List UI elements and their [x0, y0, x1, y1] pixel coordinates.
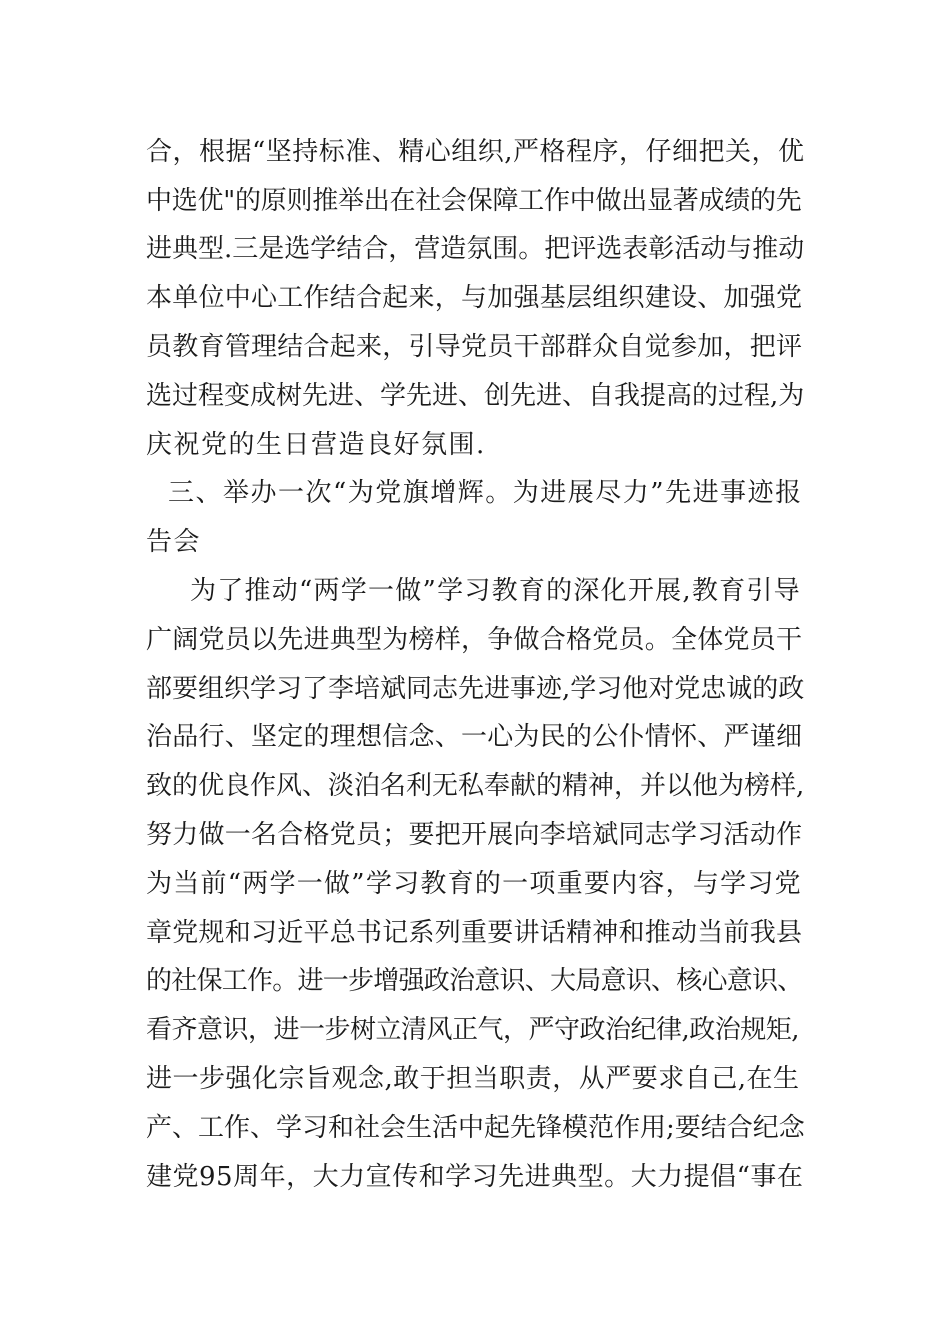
text-line: 产、工作、学习和社会生活中起先锋模范作用;要结合纪念: [146, 1113, 805, 1143]
text-line: 进一步强化宗旨观念,敢于担当职责，从严要求自己,在生: [146, 1064, 800, 1094]
text-line: 治品行、坚定的理想信念、一心为民的公仆情怀、严谨细: [146, 722, 803, 752]
text-line: 看齐意识，进一步树立清风正气，严守政治纪律,政治规矩,: [146, 1015, 800, 1045]
text-line: 致的优良作风、淡泊名利无私奉献的精神，并以他为榜样,: [146, 771, 805, 801]
text-line: 庆祝党的生日营造良好氛围.: [146, 430, 486, 460]
text-line: 的社保工作。进一步增强政治意识、大局意识、核心意识、: [146, 966, 803, 996]
text-line: 建党95周年，大力宣传和学习先进典型。大力提倡“事在: [146, 1162, 804, 1192]
paragraph-first-line: 为了推动“两学一做”学习教育的深化开展,教育引导: [190, 576, 801, 606]
text-line: 进典型.三是选学结合，营造氛围。把评选表彰活动与推动: [146, 234, 805, 264]
text-line: 为当前“两学一做”学习教育的一项重要内容，与学习党: [146, 869, 802, 899]
text-line: 本单位中心工作结合起来，与加强基层组织建设、加强党: [146, 283, 803, 313]
text-line: 章党规和习近平总书记系列重要讲话精神和推动当前我县: [146, 918, 803, 948]
text-line: 员教育管理结合起来，引导党员干部群众自觉参加，把评: [146, 332, 803, 362]
text-line: 合，根据“坚持标准、精心组织,严格程序，仔细把关，优: [146, 137, 805, 167]
text-line: 选过程变成树先进、学先进、创先进、自我提高的过程,为: [146, 381, 805, 411]
text-line: 中选优"的原则推举出在社会保障工作中做出显著成绩的先: [146, 186, 802, 216]
text-line: 努力做一名合格党员；要把开展向李培斌同志学习活动作: [146, 820, 803, 850]
section-heading: 三、举办一次“为党旗增辉。为进展尽力”先进事迹报: [168, 478, 803, 508]
section-heading-continuation: 告会: [146, 527, 202, 557]
text-line: 部要组织学习了李培斌同志先进事迹,学习他对党忠诚的政: [146, 674, 805, 704]
text-line: 广阔党员以先进典型为榜样，争做合格党员。全体党员干: [146, 625, 803, 655]
